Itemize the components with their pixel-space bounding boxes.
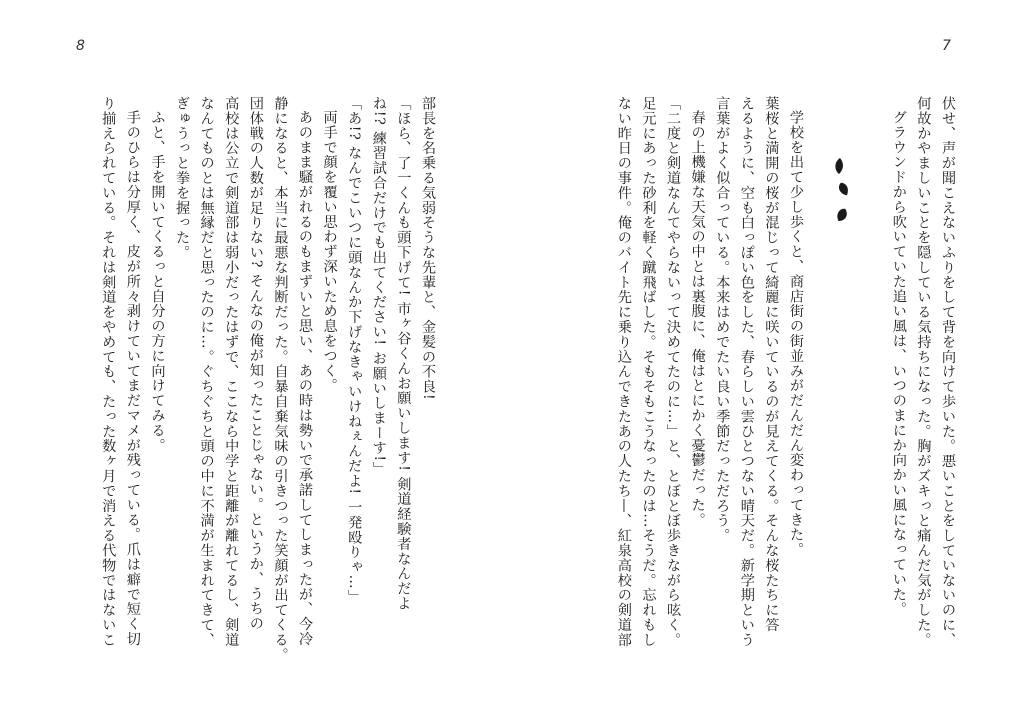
text-line: 「あ!? なんでこいつに頭なんか下げなきゃいけねぇんだよ! 一発殴りゃ…」 (346, 96, 363, 605)
text-line: 静になると、本当に最悪な判断だった。自暴自棄気味の引きつった笑顔が出てくる。 (272, 96, 289, 663)
text-line: グラウンドから吹いていた追い風は、いつのまにか向かい風になっていた。 (890, 110, 907, 617)
text-line: ない昨日の事件。俺のバイト先に乗り込んできたあの人たち—、紅泉高校の剣道部 (615, 96, 632, 648)
text-line: 学校を出て少し歩くと、商店街の街並みがだんだん変わってきた。 (788, 110, 804, 558)
text-line: 手のひらは分厚く、皮が所々剥けていてまだマメが残っている。爪は癖で短く切 (124, 110, 141, 647)
text-line: 春の上機嫌な天気の中とは裏腹に、俺はとにかく憂鬱だった。 (689, 110, 706, 528)
petal-icon (835, 158, 843, 174)
petal-icon (835, 207, 850, 224)
text-line: 両手で顔を覆い思わず深いため息をつく。 (321, 110, 338, 394)
text-line: あのまま騒がれるのもまずいと思い、あの時は勢いで承諾してしまったが、今冷 (297, 110, 314, 647)
text-line: 言葉がよく似合っている。本来はめでたい良い季節だっただろう。 (714, 96, 731, 543)
petal-divider-icon (830, 156, 858, 228)
petal-icon (837, 181, 850, 197)
text-line: 何故かやましいことを隠している気持ちになった。胸がズキっと痛んだ気がした。 (915, 96, 932, 648)
text-line: り揃えられている。それは剣道をやめても、たった数ヶ月で消える代物ではないこ (100, 96, 117, 648)
page-number-left: 8 (76, 38, 85, 54)
text-line: なんてものとは無縁だと思ったのに…。ぐちぐちと頭の中に不満が生まれてきて、 (198, 96, 215, 648)
text-line: ね!? 練習試合だけでも出てください! お願いしまーす!」 (370, 96, 387, 477)
text-line: ぎゅうっと拳を握った。 (174, 96, 191, 260)
text-line: 団体戦の人数が足りない? そんなの俺が知ったことじゃない。というか、うちの (247, 96, 264, 632)
text-line: 「二度と剣道なんてやらないって決めてたのに…」と、とぼとぼ歩きながら呟く。 (665, 96, 682, 648)
text-line: 部長を名乗る気弱そうな先輩と、金髪の不良! (420, 96, 436, 401)
right-page-section-2 (590, 96, 808, 676)
text-line: 「ほら、了一くんも頭下げて! 市ヶ谷くんお願いします! 剣道経験者なんだよ (395, 96, 412, 611)
text-line: 足元にあった砂利を軽く蹴飛ばした。そもそもこうなったのは…そうだ。忘れもし (640, 96, 657, 648)
text-line: 高校は公立で剣道部は弱小だったはずで、ここなら中学と距離が離れてるし、剣道 (223, 96, 240, 648)
text-line: ふと、手を開いてくるっと自分の方に向けてみる。 (149, 110, 166, 453)
left-page-body (70, 96, 440, 676)
page-number-right: 7 (942, 38, 951, 54)
text-line: 葉桜と満開の桜が混じって綺麗に咲いているのが見えてくる。そんな桜たちに答 (763, 96, 780, 633)
text-line: えるように、空も白っぽい色をした、春らしい雲ひとつない晴天だ。新学期という (738, 96, 755, 648)
text-line: 伏せ、声が聞こえないふりをして背を向けて歩いた。悪いことをしていないのに、 (940, 96, 956, 648)
right-page-section-1 (880, 96, 960, 676)
